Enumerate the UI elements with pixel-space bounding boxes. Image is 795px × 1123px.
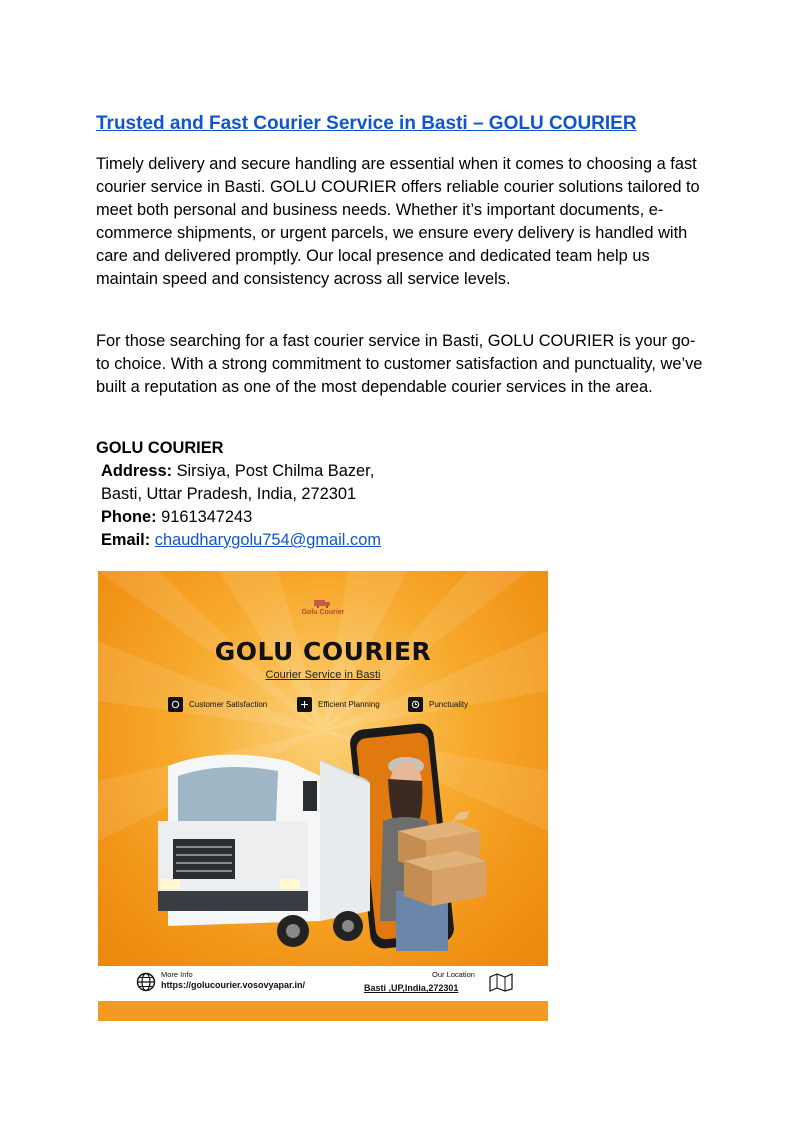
email-line — [96, 529, 696, 552]
page-title-link[interactable]: Trusted and Fast Courier Service in Basti – GOLU COURIER — [96, 113, 637, 134]
location-address: Basti ,UP,India,272301 — [364, 983, 459, 993]
satisfaction-icon — [168, 697, 183, 712]
more-info-label: More Info — [161, 970, 193, 979]
feature-label: Punctuality — [429, 699, 469, 709]
footer-stripe — [98, 1001, 548, 1021]
poster-title: GOLU COURIER — [214, 637, 432, 666]
planning-icon — [297, 697, 312, 712]
feature-customer-satisfaction — [168, 695, 267, 713]
map-icon — [488, 972, 514, 992]
email-link[interactable]: chaudharygolu754@gmail.com — [154, 531, 381, 549]
truck-and-courier-illustration — [98, 721, 548, 971]
phone-value: 9161347243 — [161, 508, 253, 526]
clock-icon — [408, 697, 423, 712]
phone-line — [96, 506, 696, 529]
truck-graphic — [158, 755, 370, 947]
second-paragraph: For those searching for a fast courier service in Basti, GOLU COURIER is your go-to choice. With a strong commitment to customer satisfaction and punctuality, we’ve built a reputation as one of the most dependable courier services in the area. — [96, 332, 703, 396]
feature-list — [168, 695, 508, 713]
feature-label: Efficient Planning — [318, 699, 380, 709]
promo-poster-image — [98, 571, 548, 1021]
poster-logo-text: Golu Courier — [301, 609, 345, 616]
address-line-2: Basti, Uttar Pradesh, India, 272301 — [101, 485, 357, 503]
phone-label: Phone: — [101, 508, 157, 526]
globe-icon — [136, 972, 156, 992]
truck-logo-icon — [314, 599, 332, 608]
feature-efficient-planning — [297, 695, 380, 713]
feature-label: Customer Satisfaction — [189, 699, 268, 709]
intro-paragraph: Timely delivery and secure handling are essential when it comes to choosing a fast courier service in Basti. GOLU COURIER offers reliable courier solutions tailored to meet both personal and business needs. Whether it’s important documents, e-commerce shipments, or urgent parcels, we ensure every delivery is handled with care and delivered promptly. Our local presence and dedicated team help us maintain speed and consistency across all service levels. — [96, 155, 700, 288]
company-name: GOLU COURIER — [96, 439, 224, 457]
poster-subtitle — [98, 669, 548, 681]
location-label: Our Location — [432, 970, 475, 979]
address-value-1: Sirsiya, Post Chilma Bazer, — [176, 462, 375, 480]
poster-logo — [98, 599, 548, 616]
website-url: https://golucourier.vosovyapar.in/ — [161, 980, 306, 990]
address-label: Address: — [101, 462, 173, 480]
contact-block — [96, 437, 696, 552]
poster-subtitle-text: Courier Service in Basti — [265, 669, 381, 681]
address-line-1 — [96, 460, 696, 483]
feature-punctuality — [408, 695, 468, 713]
poster-footer — [98, 966, 548, 1021]
email-label: Email: — [101, 531, 151, 549]
